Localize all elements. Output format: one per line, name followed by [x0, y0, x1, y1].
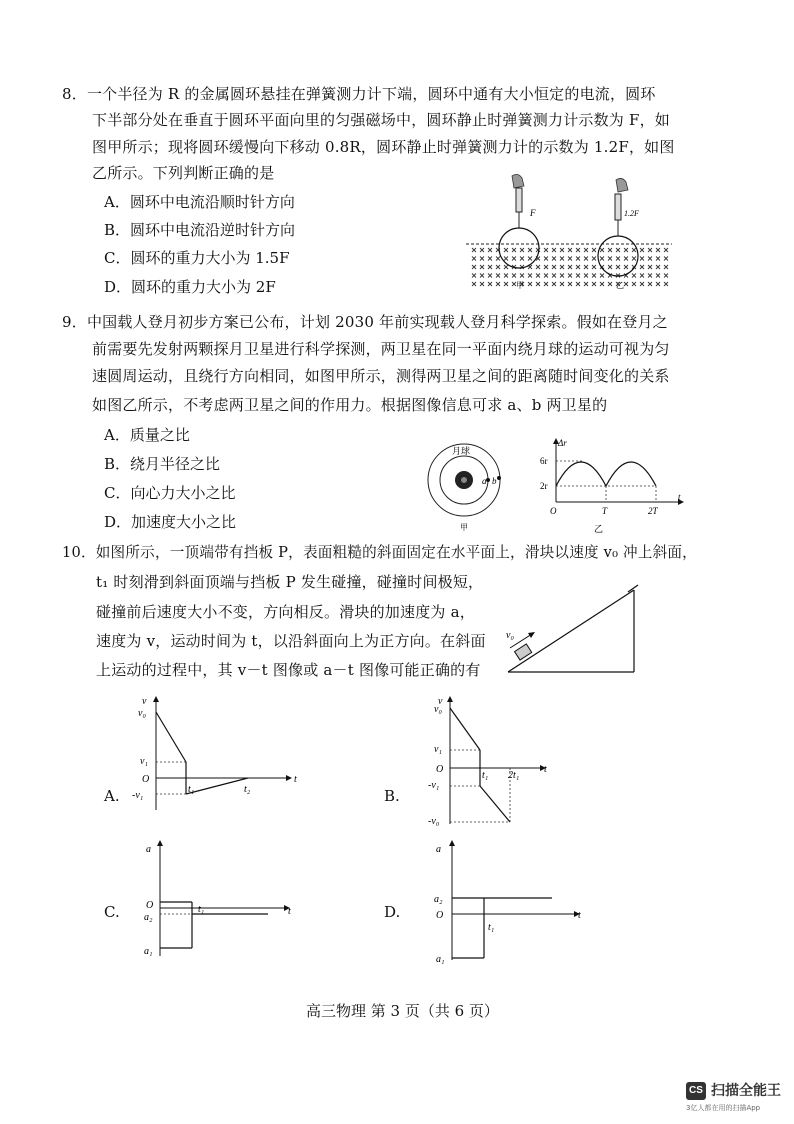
q9-sat-a-label: a: [482, 476, 487, 486]
field-cross: [600, 274, 604, 278]
field-cross: [624, 248, 628, 252]
q9-line-2: 前需要先发射两颗探月卫星进行科学探测，两卫星在同一平面内绕月球的运动可视为匀: [92, 340, 670, 358]
q10-c-a1: a₁: [144, 946, 153, 957]
field-cross: [616, 257, 620, 261]
q9-tick-6r: 6r: [540, 456, 548, 466]
q9-tick-T: T: [602, 506, 608, 516]
field-cross: [544, 282, 548, 286]
field-cross: [656, 274, 660, 278]
camscanner-logo-icon: CS: [686, 1082, 706, 1100]
field-cross: [600, 248, 604, 252]
field-cross: [528, 274, 532, 278]
field-cross: [472, 265, 476, 269]
field-cross: [592, 282, 596, 286]
q10-a-origin: O: [142, 774, 150, 785]
q9-option-d: D．加速度大小之比: [104, 513, 237, 531]
q9-moon-label: 月球: [452, 446, 471, 456]
q9-orbit-figure: [426, 438, 506, 534]
q9-line-3: 速圆周运动，且绕行方向相同，如图甲所示，测得两卫星之间的距离随时间变化的关系: [92, 367, 670, 385]
q10-a-v1: v₁: [140, 756, 148, 767]
page-footer: 高三物理 第 3 页（共 6 页）: [306, 1002, 499, 1020]
field-cross: [552, 248, 556, 252]
field-cross: [576, 248, 580, 252]
q9-line-1: 9．中国载人登月初步方案已公布，计划 2030 年前实现载人登月科学探索。假如在登月之: [62, 313, 668, 331]
field-cross: [496, 282, 500, 286]
q10-c-origin: O: [146, 900, 154, 911]
q9-option-a: A．质量之比: [104, 426, 190, 444]
q10-b-y-axis: v: [438, 696, 443, 707]
field-cross: [504, 257, 508, 261]
field-cross: [488, 265, 492, 269]
field-cross: [472, 282, 476, 286]
field-cross: [504, 248, 508, 252]
field-cross: [560, 265, 564, 269]
field-cross: [576, 265, 580, 269]
field-cross: [560, 274, 564, 278]
field-cross: [568, 265, 572, 269]
field-cross: [560, 248, 564, 252]
field-cross: [592, 265, 596, 269]
q10-line-2: t₁ 时刻滑到斜面顶端与挡板 P 发生碰撞，碰撞时间极短，: [96, 573, 484, 591]
q10-line-5: 上运动的过程中，其 v－t 图像或 a－t 图像可能正确的有: [96, 661, 481, 679]
field-cross: [608, 265, 612, 269]
q10-graph-c: [136, 838, 306, 960]
q9-line-4: 如图乙所示，不考虑两卫星之间的作用力。根据图像信息可求 a、b 两卫星的: [92, 396, 608, 414]
field-cross: [512, 274, 516, 278]
q10-c-x-axis: t: [288, 906, 291, 917]
q9-y-axis-label: Δr: [558, 438, 567, 448]
q10-line-4: 速度为 v，运动时间为 t，以沿斜面向上为正方向。在斜面: [96, 632, 486, 650]
field-cross: [536, 282, 540, 286]
field-cross: [472, 257, 476, 261]
field-cross: [648, 282, 652, 286]
q10-d-y-axis: a: [436, 844, 441, 855]
field-cross: [592, 248, 596, 252]
q9-sat-b-label: b: [492, 476, 497, 486]
q10-a-t2: t₂: [244, 784, 251, 795]
q8-left-caption: 甲: [516, 281, 524, 290]
field-cross: [600, 282, 604, 286]
field-cross: [608, 257, 612, 261]
field-cross: [552, 257, 556, 261]
q8-option-c: C．圆环的重力大小为 1.5F: [104, 249, 290, 267]
field-cross: [608, 248, 612, 252]
q8-option-b: B．圆环中电流沿逆时针方向: [104, 221, 296, 239]
q10-d-t1: t₁: [488, 922, 495, 933]
field-cross: [664, 248, 668, 252]
q8-line-2: 下半部分处在垂直于圆环平面向里的匀强磁场中，圆环静止时弹簧测力计示数为 F，如: [92, 111, 670, 129]
q10-a-t1: t₁: [188, 784, 195, 795]
field-cross: [576, 257, 580, 261]
field-cross: [504, 282, 508, 286]
q9-tick-2r: 2r: [540, 481, 548, 491]
q10-graph-d-label: D.: [384, 903, 401, 921]
field-cross: [640, 282, 644, 286]
field-cross: [536, 265, 540, 269]
q8-line-1: 8．一个半径为 R 的金属圆环悬挂在弹簧测力计下端，圆环中通有大小恒定的电流，圆环: [62, 85, 656, 103]
field-cross: [520, 274, 524, 278]
field-cross: [544, 274, 548, 278]
field-cross: [592, 274, 596, 278]
field-cross: [608, 282, 612, 286]
field-cross: [504, 274, 508, 278]
q10-graph-c-label: C.: [104, 903, 120, 921]
field-cross: [600, 257, 604, 261]
field-cross: [584, 257, 588, 261]
field-cross: [616, 265, 620, 269]
q10-b-t1: t₁: [482, 770, 489, 781]
field-cross: [584, 274, 588, 278]
field-cross: [488, 248, 492, 252]
q10-graph-a-label: A.: [104, 787, 120, 805]
q10-a-y-axis: v: [142, 696, 147, 707]
field-cross: [664, 257, 668, 261]
q8-line-4: 乙所示。下列判断正确的是: [92, 164, 275, 182]
q10-graph-d: [424, 838, 594, 964]
q10-a-neg-v1: -v₁: [132, 790, 144, 801]
q10-d-x-axis: t: [578, 910, 581, 921]
field-cross: [632, 257, 636, 261]
field-cross: [656, 282, 660, 286]
field-cross: [488, 274, 492, 278]
watermark-tagline: 3亿人都在用的扫描App: [686, 1104, 761, 1112]
field-cross: [536, 274, 540, 278]
field-cross: [664, 274, 668, 278]
field-cross: [640, 257, 644, 261]
field-cross: [664, 282, 668, 286]
q10-incline-figure: [498, 582, 650, 674]
q9-left-caption: 甲: [460, 523, 468, 532]
q10-d-a1: a₁: [436, 954, 445, 964]
field-cross: [496, 265, 500, 269]
field-cross: [584, 265, 588, 269]
field-cross: [624, 282, 628, 286]
field-cross: [648, 257, 652, 261]
field-cross: [640, 274, 644, 278]
q10-b-neg-v1: -v₁: [428, 780, 440, 791]
field-cross: [544, 248, 548, 252]
q10-a-x-axis: t: [294, 774, 297, 785]
q10-d-origin: O: [436, 910, 444, 921]
field-cross: [496, 274, 500, 278]
q10-line-1: 10．如图所示，一顶端带有挡板 P，表面粗糙的斜面固定在水平面上，滑块以速度 v₀ 冲上斜面，: [62, 544, 697, 561]
q10-d-a2: a₂: [434, 894, 443, 905]
field-cross: [472, 248, 476, 252]
q10-c-a2: a₂: [144, 912, 153, 923]
q10-b-neg-v0: -v₀: [428, 816, 440, 827]
field-cross: [528, 257, 532, 261]
field-cross: [480, 274, 484, 278]
field-cross: [592, 257, 596, 261]
field-cross: [504, 265, 508, 269]
field-cross: [568, 282, 572, 286]
field-cross: [640, 265, 644, 269]
field-cross: [480, 257, 484, 261]
q9-tick-2T: 2T: [648, 506, 658, 516]
field-cross: [664, 265, 668, 269]
field-cross: [656, 265, 660, 269]
q9-option-c: C．向心力大小之比: [104, 484, 236, 502]
q9-option-b: B．绕月半径之比: [104, 455, 221, 473]
field-cross: [624, 257, 628, 261]
q10-graph-a: [128, 694, 308, 816]
field-cross: [632, 248, 636, 252]
q8-option-d: D．圆环的重力大小为 2F: [104, 278, 276, 296]
field-cross: [568, 248, 572, 252]
field-cross: [584, 248, 588, 252]
field-cross: [472, 274, 476, 278]
q10-a-v0: v₀: [138, 708, 146, 719]
field-cross: [480, 282, 484, 286]
field-cross: [648, 274, 652, 278]
field-cross: [568, 274, 572, 278]
q8-right-caption: 乙: [616, 281, 624, 290]
field-cross: [552, 274, 556, 278]
q8-left-force: F: [530, 208, 536, 218]
field-cross: [520, 248, 524, 252]
q10-line-3: 碰撞前后速度大小不变，方向相反。滑块的加速度为 a，: [96, 603, 475, 621]
q10-b-v0: v₀: [434, 704, 442, 715]
field-cross: [512, 257, 516, 261]
q10-graph-b: [412, 694, 582, 830]
spring-scale-right: [598, 178, 638, 276]
field-cross: [560, 257, 564, 261]
watermark-name: 扫描全能王: [711, 1083, 781, 1099]
field-cross: [656, 248, 660, 252]
q10-b-2t1: 2t₁: [508, 770, 520, 781]
field-cross: [544, 265, 548, 269]
field-cross: [496, 257, 500, 261]
field-cross: [488, 282, 492, 286]
q9-distance-graph: [528, 436, 690, 538]
field-cross: [480, 248, 484, 252]
q10-b-v1: v₁: [434, 744, 442, 755]
field-cross: [624, 265, 628, 269]
q10-incline-v0: v₀: [506, 630, 514, 641]
field-cross: [576, 282, 580, 286]
field-cross: [528, 282, 532, 286]
field-cross: [576, 274, 580, 278]
q8-line-3: 图甲所示；现将圆环缓慢向下移动 0.8R，圆环静止时弹簧测力计的示数为 1.2F，如图: [92, 138, 675, 156]
field-cross: [480, 265, 484, 269]
field-cross: [528, 248, 532, 252]
q10-b-x-axis: t: [544, 764, 547, 775]
field-cross: [512, 248, 516, 252]
field-cross: [488, 257, 492, 261]
field-cross: [584, 282, 588, 286]
field-cross: [648, 265, 652, 269]
q10-graph-b-label: B.: [384, 787, 400, 805]
field-cross: [632, 274, 636, 278]
field-cross: [632, 282, 636, 286]
field-cross: [544, 257, 548, 261]
field-cross: [616, 248, 620, 252]
field-cross: [640, 248, 644, 252]
field-cross: [656, 257, 660, 261]
field-cross: [520, 257, 524, 261]
spring-scale-left: [499, 174, 539, 268]
field-cross: [552, 282, 556, 286]
q10-b-origin: O: [436, 764, 444, 775]
field-cross: [560, 282, 564, 286]
field-cross: [568, 257, 572, 261]
q10-c-t1: t₁: [198, 904, 205, 915]
q9-x-axis-label: t: [678, 492, 681, 502]
q9-origin: O: [550, 506, 557, 516]
field-cross: [552, 265, 556, 269]
q10-c-y-axis: a: [146, 844, 151, 855]
q8-figure: [462, 170, 676, 300]
q8-right-force: 1.2F: [624, 209, 639, 218]
q8-option-a: A．圆环中电流沿顺时针方向: [104, 193, 295, 211]
q9-right-caption: 乙: [594, 524, 604, 534]
field-cross: [648, 248, 652, 252]
